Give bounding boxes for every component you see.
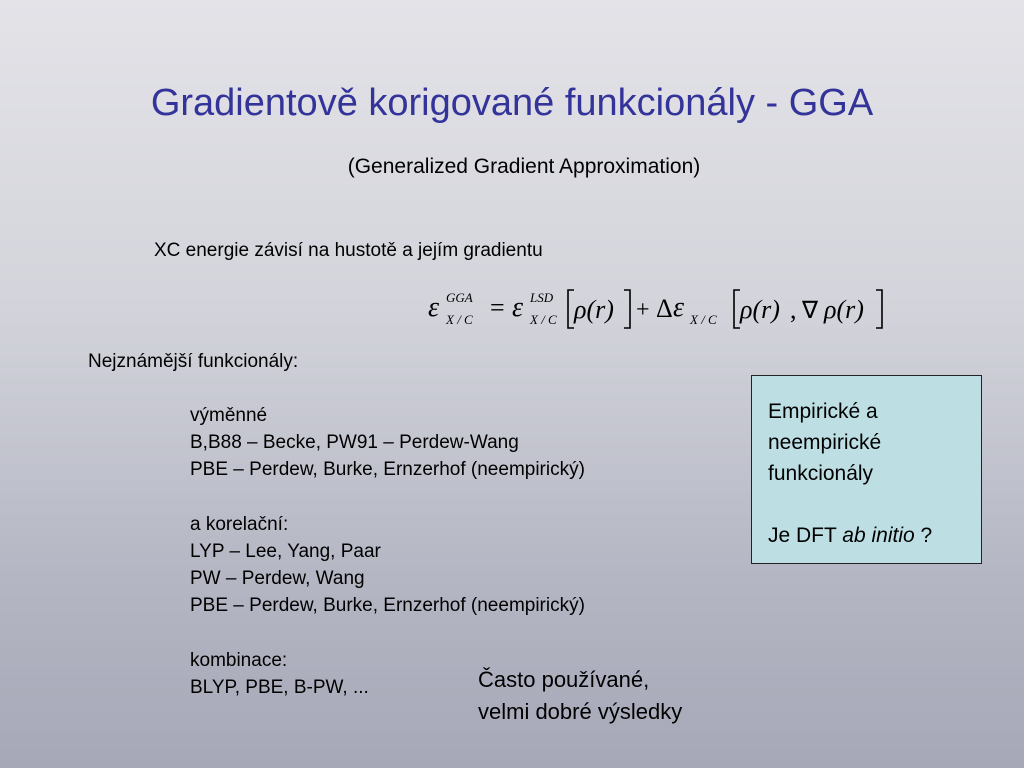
info-box-line: neempirické [768, 431, 882, 454]
formula-sub-xc-2: X / C [530, 312, 557, 327]
info-box-line: Empirické a [768, 400, 878, 423]
combination-items: BLYP, PBE, B-PW, ... [190, 677, 369, 698]
info-box-line: funkcionály [768, 462, 874, 485]
formula-delta-eps: ε [673, 292, 685, 323]
question-prefix: Je DFT [768, 524, 843, 547]
formula-delta: Δ [656, 294, 673, 323]
formula-equals: = [490, 293, 505, 322]
note-text [478, 664, 682, 728]
formula-plus: + [636, 297, 650, 323]
question-italic: ab initio [842, 524, 915, 547]
note-line: Často používané, [478, 667, 650, 692]
info-box-question [768, 520, 969, 551]
functionals-heading: Nejznámější funkcionály: [88, 351, 299, 372]
intro-text: XC energie závisí na hustotě a jejím gradientu [154, 240, 543, 261]
info-box [751, 375, 982, 564]
formula-sub-xc-3: X / C [690, 312, 717, 327]
gga-formula [428, 284, 898, 336]
formula-rho-r-1: ρ(r) [574, 295, 614, 324]
formula-rho-r-3: ρ(r) [824, 295, 864, 324]
formula-rho-r-2: ρ(r) [740, 295, 780, 324]
formula-sup-lsd: LSD [530, 290, 554, 305]
correlation-item: PBE – Perdew, Burke, Ernzerhof (neempirický) [190, 595, 585, 616]
slide-subtitle: (Generalized Gradient Approximation) [347, 155, 701, 178]
formula-eps-lsd: ε [512, 292, 524, 323]
correlation-item: PW – Perdew, Wang [190, 568, 365, 589]
gga-formula-svg [428, 284, 898, 336]
question-suffix: ? [914, 524, 933, 547]
formula-sup-gga: GGA [446, 290, 473, 305]
exchange-item: PBE – Perdew, Burke, Ernzerhof (neempirický) [190, 459, 585, 480]
correlation-item: LYP – Lee, Yang, Paar [190, 541, 381, 562]
combination-label: kombinace: [190, 650, 288, 671]
slide-title: Gradientově korigované funkcionály - GGA [150, 82, 874, 124]
formula-sub-xc-1: X / C [446, 312, 473, 327]
exchange-item: B,B88 – Becke, PW91 – Perdew-Wang [190, 432, 519, 453]
correlation-label: a korelační: [190, 514, 289, 535]
formula-nabla: ∇ [802, 298, 819, 324]
formula-comma: , [790, 295, 797, 324]
note-line: velmi dobré výsledky [478, 699, 683, 724]
formula-eps-gga: ε [428, 292, 440, 323]
exchange-label: výměnné [190, 405, 268, 426]
